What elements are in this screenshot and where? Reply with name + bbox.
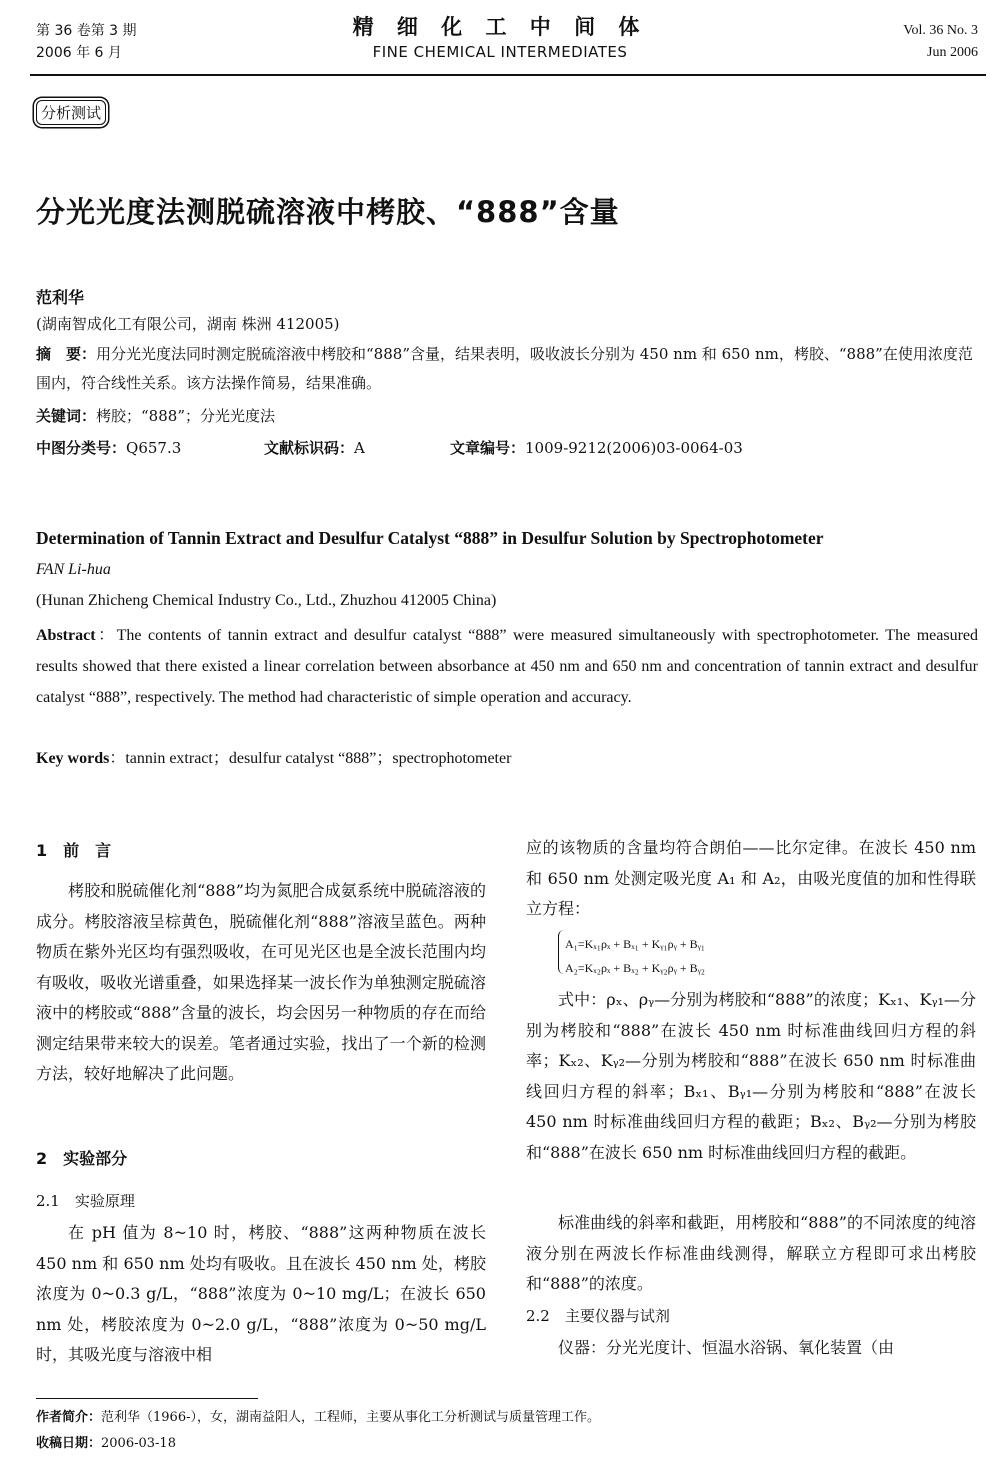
article-value: 1009-9212(2006)03-0064-03 bbox=[525, 439, 743, 457]
doccode-label: 文献标识码： bbox=[264, 439, 355, 457]
document-code bbox=[264, 437, 365, 459]
keywords-cn-text: 栲胶；“888”；分光光度法 bbox=[96, 407, 275, 425]
abstract-cn-label: 摘 要： bbox=[36, 345, 97, 363]
date-en: Jun 2006 bbox=[927, 45, 978, 60]
heading-experiment: 2 实验部分 bbox=[36, 1149, 128, 1168]
instruments-paragraph: 仪器：分光光度计、恒温水浴锅、氧化装置（由 bbox=[558, 1338, 895, 1357]
received-label: 收稿日期： bbox=[36, 1436, 102, 1451]
equation-brace bbox=[558, 930, 565, 974]
author-cn: 范利华 bbox=[36, 288, 85, 307]
volume-en: Vol. 36 No. 3 bbox=[903, 23, 978, 38]
abstract-en-text: ：The contents of tannin extract and desulfur catalyst “888” were measured simultaneously with spectrophotometer. The measured results showed that there existed a linear correlation between absorbance at 450 nm and 650 nm and concentration of tannin extract and desulfur catalyst “888”, respectively. The method had characteristic of simple operation and accuracy. bbox=[36, 627, 978, 706]
journal-name-cn: 精 细 化 工 中 间 体 bbox=[352, 15, 648, 39]
keywords-cn-label: 关键词： bbox=[36, 407, 97, 425]
date-cn: 2006 年 6 月 bbox=[36, 45, 122, 61]
principle-paragraph: 在 pH 值为 8~10 时，栲胶、“888”这两种物质在波长 450 nm 和 650 nm 处均有吸收。且在波长 450 nm 处，栲胶浓度为 0~0.3 g/L，“888”浓度为 0~10 mg/L；在波长 650 nm 处，栲胶浓度为 0~2.0 g/L，“888”浓度为 0~50 mg/L 时，其吸光度与溶液中相 bbox=[36, 1223, 486, 1364]
right-paragraph-2: 式中：ρₓ、ρᵧ—分别为栲胶和“888”的浓度；Kₓ₁、Kᵧ₁—分别为栲胶和“888”在波长 450 nm 时标准曲线回归方程的斜率；Kₓ₂、Kᵧ₂—分别为栲胶和“888”在波长 650 nm 时标准曲线回归方程的斜率；Bₓ₁、Bᵧ₁—分别为栲胶和“888”在波长 450 nm 时标准曲线回归方程的截距；Bₓ₂、Bᵧ₂—分别为栲胶和“888”在波长 650 nm 时标准曲线回归方程的截距。 bbox=[526, 990, 976, 1162]
keywords-en-text: ：tannin extract；desulfur catalyst “888”；spectrophotometer bbox=[109, 750, 512, 767]
keywords-en bbox=[36, 745, 511, 768]
paper-title: 分光光度法测脱硫溶液中栲胶、“888”含量 bbox=[36, 195, 620, 229]
journal-header bbox=[300, 14, 700, 62]
received-date bbox=[36, 1434, 176, 1454]
right-paragraph-3: 标准曲线的斜率和截距，用栲胶和“888”的不同浓度的纯溶液分别在两波长作标准曲线测得，解联立方程即可求出栲胶和“888”的浓度。 bbox=[526, 1213, 976, 1293]
equation-2: A₂=Kₓ₂ρₓ + Bₓ₂ + Kᵧ₂ρᵧ + Bᵧ₂ bbox=[565, 961, 705, 975]
author-bio-text: 范利华（1966-），女，湖南益阳人，工程师，主要从事化工分析测试与质量管理工作。 bbox=[101, 1410, 600, 1425]
footnote-rule bbox=[36, 1398, 258, 1399]
paper-title-en: Determination of Tannin Extract and Desulfur Catalyst “888” in Desulfur Solution by Spectrophotometer bbox=[36, 528, 824, 548]
header-rule bbox=[30, 74, 986, 76]
abstract-en-label: Abstract bbox=[36, 627, 96, 644]
volume-cn: 第 36 卷第 3 期 bbox=[36, 23, 137, 39]
heading-instruments: 2.2 主要仪器与试剂 bbox=[526, 1307, 670, 1325]
abstract-cn-text: 用分光光度法同时测定脱硫溶液中栲胶和“888”含量，结果表明，吸收波长分别为 450 nm 和 650 nm，栲胶、“888”在使用浓度范围内，符合线性关系。该方法操作简易，结果准确。 bbox=[36, 345, 973, 392]
heading-principle: 2.1 实验原理 bbox=[36, 1192, 135, 1210]
author-bio-label: 作者简介： bbox=[36, 1410, 102, 1425]
issue-info-cn bbox=[36, 20, 137, 64]
affiliation-cn: (湖南智成化工有限公司，湖南 株洲 412005) bbox=[36, 315, 340, 333]
abstract-cn bbox=[36, 340, 981, 398]
right-paragraph-1: 应的该物质的含量均符合朗伯——比尔定律。在波长 450 nm 和 650 nm 处测定吸光度 A₁ 和 A₂，由吸光度值的加和性得联立方程： bbox=[526, 838, 976, 918]
clc-number bbox=[36, 437, 181, 459]
section-tag: 分析测试 bbox=[36, 100, 106, 125]
keywords-en-label: Key words bbox=[36, 750, 110, 767]
author-en: FAN Li-hua bbox=[36, 561, 111, 578]
affiliation-en: (Hunan Zhicheng Chemical Industry Co., Ltd., Zhuzhou 412005 China) bbox=[36, 592, 497, 609]
keywords-cn bbox=[36, 402, 981, 431]
intro-paragraph: 栲胶和脱硫催化剂“888”均为氮肥合成氨系统中脱硫溶液的成分。栲胶溶液呈棕黄色，脱硫催化剂“888”溶液呈蓝色。两种物质在紫外光区均有强烈吸收，在可见光区也是全波长范围内均有吸收，吸收光谱重叠，如果选择某一波长作为单独测定脱硫溶液中的栲胶或“888”含量的波长，均会因另一种物质的存在而给测定结果带来较大的误差。笔者通过实验，找出了一个新的检测方法，较好地解决了此问题。 bbox=[36, 881, 486, 1083]
abstract-en bbox=[36, 620, 978, 713]
received-value: 2006-03-18 bbox=[101, 1436, 176, 1451]
clc-label: 中图分类号： bbox=[36, 439, 127, 457]
classification-row bbox=[36, 437, 981, 459]
equation-1: A₁=Kₓ₁ρₓ + Bₓ₁ + Kᵧ₁ρᵧ + Bᵧ₁ bbox=[565, 937, 705, 951]
issue-info-en bbox=[903, 20, 978, 64]
clc-value: Q657.3 bbox=[126, 439, 182, 457]
equation-system bbox=[565, 932, 705, 980]
author-bio bbox=[36, 1408, 600, 1428]
article-number bbox=[450, 437, 743, 459]
doccode-value: A bbox=[354, 439, 365, 457]
heading-introduction: 1 前 言 bbox=[36, 841, 112, 860]
journal-name-en: FINE CHEMICAL INTERMEDIATES bbox=[372, 43, 628, 61]
article-label: 文章编号： bbox=[450, 439, 526, 457]
